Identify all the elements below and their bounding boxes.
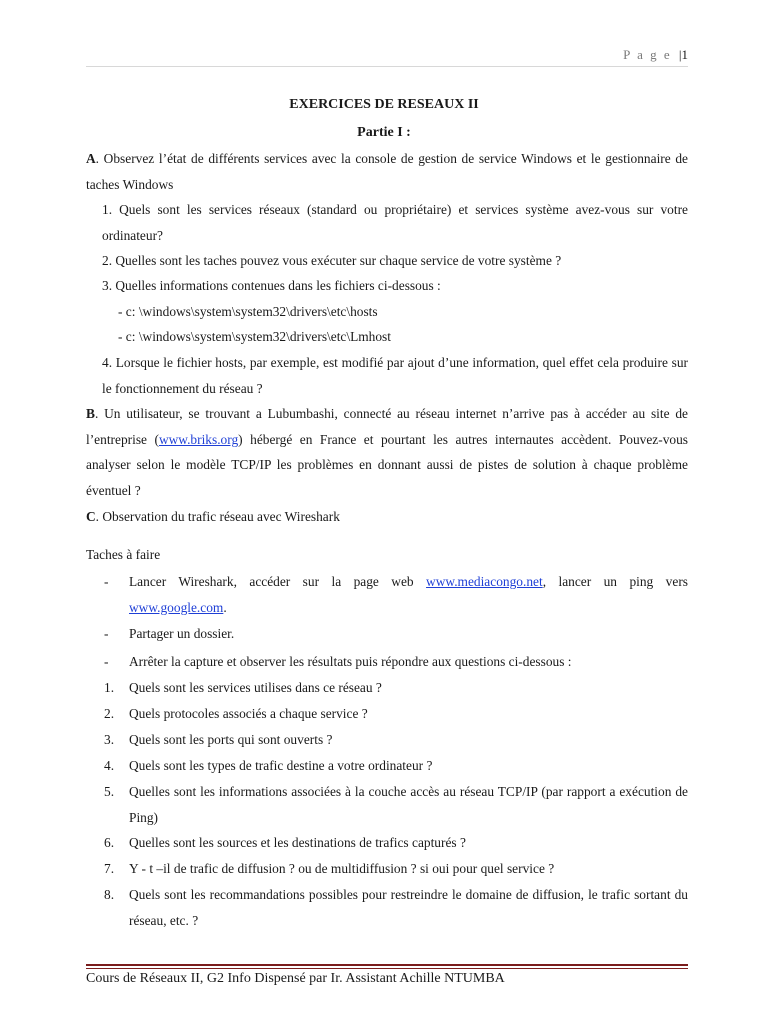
hosts-path: - c: \windows\system\system32\drivers\etc\hosts	[118, 304, 378, 319]
document-title: EXERCICES DE RESEAUX II	[289, 97, 479, 112]
section-a-question-4: 4. Lorsque le fichier hosts, par exemple, est modifié par ajout d’une information, quel effet cela produire sur le fonctionnement du réseau ?	[102, 355, 688, 396]
dash-bullet: -	[104, 654, 109, 669]
question-item: 7. Y - t –il de trafic de diffusion ? ou de multidiffusion ? si oui pour quel service ?	[104, 861, 555, 876]
section-a-intro: A. Observez l’état de différents services avec la console de gestion de service Windows et le gestionnaire de taches Windows	[86, 151, 688, 192]
page-footer: Cours de Réseaux II, G2 Info Dispensé par Ir. Assistant Achille NTUMBA	[86, 971, 505, 986]
question-item: 3. Quels sont les ports qui sont ouverts ?	[104, 732, 333, 747]
question-item: 6. Quelles sont les sources et les destinations de trafics capturés ?	[104, 835, 466, 850]
task-item: - Partager un dossier.	[104, 621, 688, 647]
question-item: 5. Quelles sont les informations associées à la couche accès au réseau TCP/IP (par rapport a exécution de Ping)	[104, 784, 688, 825]
section-a-question-3: 3. Quelles informations contenues dans les fichiers ci-dessous :	[102, 278, 441, 293]
dash-bullet: -	[104, 626, 109, 641]
question-item: 1. Quels sont les services utilises dans ce réseau ?	[104, 680, 382, 695]
lmhost-path: - c: \windows\system\system32\drivers\etc\Lmhost	[118, 329, 391, 344]
footer-divider-thick	[86, 964, 688, 966]
section-c-text: C. Observation du trafic réseau avec Wireshark	[86, 509, 340, 524]
section-a-question-2: 2. Quelles sont les taches pouvez vous exécuter sur chaque service de votre système ?	[102, 253, 562, 268]
question-item: 8. Quels sont les recommandations possibles pour restreindre le domaine de diffusion, le trafic sortant du réseau, etc. ?	[104, 887, 688, 928]
header-divider	[86, 66, 688, 67]
google-link[interactable]: www.google.com	[129, 599, 224, 615]
section-a-letter: A	[86, 151, 96, 166]
tasks-heading: Taches à faire	[86, 547, 161, 562]
section-c-letter: C	[86, 509, 96, 524]
question-item: 4. Quels sont les types de trafic destine a votre ordinateur ?	[104, 758, 433, 773]
section-b-text: B. Un utilisateur, se trouvant a Lubumbashi, connecté au réseau internet n’arrive pas à accéder au site de l’entreprise (www.briks.org) hébergé en France et pourtant les autres internautes accèdent. Pouvez-vous analyser selon le modèle TCP/IP les problèmes en donnant aussi de pistes de solution à chaque problème éventuel ?	[86, 406, 689, 498]
mediacongo-link[interactable]: www.mediacongo.net	[426, 574, 543, 589]
task-item: - Lancer Wireshark, accéder sur la page web www.mediacongo.net, lancer un ping vers www.google.com.	[104, 569, 688, 620]
part-title: Partie I :	[357, 125, 411, 140]
section-a-question-1: 1. Quels sont les services réseaux (standard ou propriétaire) et services système avez-vous sur votre ordinateur?	[102, 202, 688, 243]
dash-bullet: -	[104, 574, 109, 589]
question-item: 2. Quels protocoles associés a chaque service ?	[104, 706, 368, 721]
page-number-label: P a g e |1	[623, 47, 688, 62]
footer-divider-thin	[86, 968, 688, 969]
briks-link[interactable]: www.briks.org	[158, 431, 239, 447]
section-b-letter: B	[86, 406, 95, 421]
task-item: - Arrêter la capture et observer les résultats puis répondre aux questions ci-dessous :	[104, 649, 688, 675]
